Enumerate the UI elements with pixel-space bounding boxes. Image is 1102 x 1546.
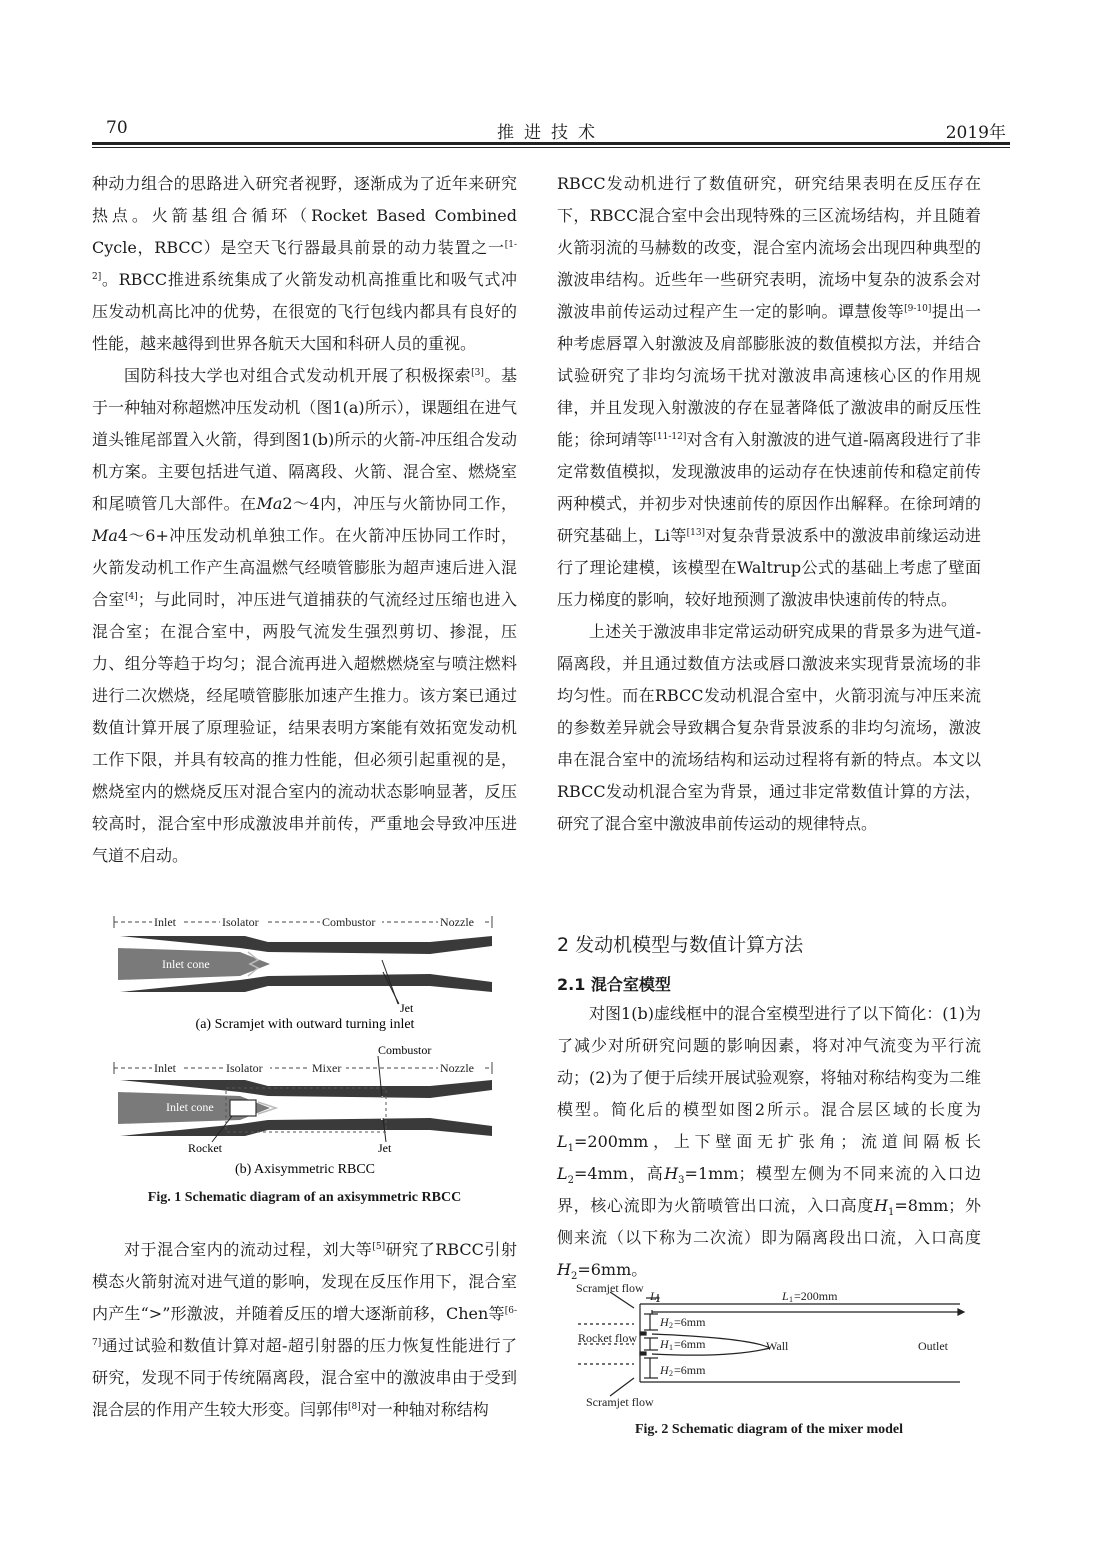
fig2-h2a-value: =6mm — [674, 1315, 706, 1329]
section-2-heading: 2 发动机模型与数值计算方法 — [557, 934, 804, 956]
fig2-h1-sub: 1 — [669, 1343, 673, 1352]
left-column-bottom — [92, 1234, 517, 1426]
left-paragraph-3: 对于混合室内的流动过程，刘大等[5]研究了RBCC引射模态火箭射流对进气道的影响，发现在反压作用下，混合室内产生“>”形激波，并随着反压的增大逐渐前移，Chen等[6-7]通过试验和数值计算对超-超引射器的压力恢复性能进行了研究，发现不同于传统隔离段，混合室中的激波串由于受到混合层的作用产生较大形变。闫郭伟[8]对一种轴对称结构 — [92, 1240, 517, 1419]
right-column-bottom — [557, 998, 981, 1286]
left-paragraph-1: 种动力组合的思路进入研究者视野，逐渐成为了近年来研究热点。火箭基组合循环（Rocket Based Combined Cycle，RBCC）是空天飞行器最具前景的动力装置之一[1-2]。RBCC推进系统集成了火箭发动机高推重比和吸气式冲压发动机高比冲的优势，在很宽的飞行包线内都具有良好的性能，越来越得到世界各航天大国和科研人员的重视。 — [92, 174, 517, 353]
fig2-h1: H — [660, 1337, 669, 1351]
figure-2-caption: Fig. 2 Schematic diagram of the mixer model — [634, 1422, 904, 1437]
fig2-h2a: H — [660, 1315, 669, 1329]
left-column-top — [92, 168, 517, 872]
fig1a-jet: Jet — [400, 1001, 414, 1015]
fig1a-combustor: Combustor — [322, 915, 376, 929]
right-paragraph-3: 对图1(b)虚线框中的混合室模型进行了以下简化：(1)为了减少对所研究问题的影响因素，将对冲气流变为平行流动；(2)为了便于后续开展试验观察，将轴对称结构变为二维模型。简化后的模型如图2所示。混合层区域的长度为$L_1=200mm$，上下壁面无扩张角；流道间隔板长$L_2=4mm$，高$H_3=1mm$；模型左侧为不同来流的入口边界，核心流即为火箭喷管出口流，入口高度$H_1=8mm$；外侧来流（以下称为二次流）即为隔离段出口流，入口高度$H_2=6mm$。 — [557, 1004, 981, 1283]
fig2-h2a-sub: 2 — [669, 1321, 673, 1330]
fig1b-mixer: Mixer — [312, 1061, 342, 1075]
header-rule-thin — [92, 147, 1010, 148]
fig2-h1-value: =6mm — [674, 1337, 706, 1351]
left-paragraph-2: 国防科技大学也对组合式发动机开展了积极探索[3]。基于一种轴对称超燃冲压发动机（图1(a)所示），课题组在进气道头锥尾部置入火箭，得到图1(b)所示的火箭-冲压组合发动机方案。主要包括进气道、隔离段、火箭、混合室、燃烧室和尾喷管几大部件。在Ma2～4内，冲压与火箭协同工作，Ma4～6+冲压发动机单独工作。在火箭冲压协同工作时，火箭发动机工作产生高温燃气经喷管膨胀为超声速后进入混合室[4]；与此同时，冲压进气道捕获的气流经过压缩也进入混合室；在混合室中，两股气流发生强烈剪切、掺混，压力、组分等趋于均匀；混合流再进入超燃燃烧室与喷注燃料进行二次燃烧，经尾喷管膨胀加速产生推力。该方案已通过数值计算开展了原理验证，结果表明方案能有效拓宽发动机工作下限，并具有较高的推力性能，但必须引起重视的是，燃烧室内的燃烧反压对混合室内的流动状态影响显著，反压较高时，混合室中形成激波串并前传，严重地会导致冲压进气道不启动。 — [92, 366, 517, 865]
fig1a-engine — [118, 936, 492, 1015]
running-header — [92, 118, 1010, 142]
fig2-rocket-flow: Rocket flow — [578, 1331, 637, 1345]
fig2-h2b-sub: 2 — [669, 1369, 673, 1378]
fig1a-nozzle: Nozzle — [440, 915, 474, 929]
fig2-l1: L — [782, 1289, 789, 1303]
fig1b-caption: (b) Axisymmetric RBCC — [235, 1162, 375, 1177]
fig1b-inlet: Inlet — [154, 1061, 176, 1075]
right-paragraph-1: RBCC发动机进行了数值研究，研究结果表明在反压存在下，RBCC混合室中会出现特殊的三区流场结构，并且随着火箭羽流的马赫数的改变，混合室内流场会出现四种典型的激波串结构。近些年一些研究表明，流场中复杂的波系会对激波串前传运动过程产生一定的影响。谭慧俊等[9-10]提出一种考虑唇罩入射激波及肩部膨胀波的数值模拟方法，并结合试验研究了非均匀流场干扰对激波串高速核心区的作用规律，并且发现入射激波的存在显著降低了激波串的耐反压性能；徐珂靖等[11-12]对含有入射激波的进气道-隔离段进行了非定常数值模拟，发现激波串的运动存在快速前传和稳定前传两种模式，并初步对快速前传的原因作出解释。在徐珂靖的研究基础上，Li等[13]对复杂背景波系中的激波串前缘运动进行了理论建模，该模型在Waltrup公式的基础上考虑了壁面压力梯度的影响，较好地预测了激波串快速前传的特点。 — [557, 174, 981, 609]
fig1b-jet: Jet — [378, 1141, 392, 1155]
fig1b-isolator: Isolator — [226, 1061, 263, 1075]
fig1b-combustor: Combustor — [378, 1043, 432, 1057]
section-2-1-heading: 2.1 混合室模型 — [557, 975, 671, 994]
figure-1 — [100, 908, 510, 1188]
fig2-l2-sub: 2 — [656, 1295, 660, 1304]
page-number: 70 — [106, 118, 128, 138]
journal-title: 推进技术 — [497, 123, 605, 143]
fig2-h2b-value: =6mm — [674, 1363, 706, 1377]
fig2-scramjet-flow-top: Scramjet flow — [576, 1281, 644, 1295]
header-rule-thick — [92, 142, 1010, 145]
fig1b-rocket: Rocket — [188, 1141, 222, 1155]
fig2-h2b: H — [660, 1363, 669, 1377]
fig2-l1-sub: 1 — [789, 1295, 793, 1304]
fig1a-isolator: Isolator — [222, 915, 259, 929]
fig1a-inlet: Inlet — [154, 915, 176, 929]
fig2-scramjet-flow-bottom: Scramjet flow — [586, 1395, 654, 1409]
fig2-outlet: Outlet — [918, 1339, 948, 1353]
fig1b-labels — [114, 1060, 492, 1075]
fig2-l2: L — [650, 1289, 657, 1303]
fig2-wall: Wall — [766, 1339, 789, 1353]
figure-2 — [570, 1278, 980, 1418]
right-paragraph-2: 上述关于激波串非定常运动研究成果的背景多为进气道-隔离段，并且通过数值方法或唇口激波来实现背景流场的非均匀性。而在RBCC发动机混合室中，火箭羽流与冲压来流的参数差异就会导致耦合复杂背景波系的非均匀流场，激波串在混合室中的流场结构和运动过程将有新的特点。本文以RBCC发动机混合室为背景，通过非定常数值计算的方法，研究了混合室中激波串前传运动的规律特点。 — [557, 622, 981, 833]
fig1a-inlet-cone: Inlet cone — [162, 957, 210, 971]
figure-1-caption: Fig. 1 Schematic diagram of an axisymmetric RBCC — [147, 1190, 462, 1205]
year: 2019年 — [945, 123, 1006, 143]
fig1a-labels — [114, 914, 492, 929]
fig1b-nozzle: Nozzle — [440, 1061, 474, 1075]
right-column-top — [557, 168, 981, 840]
fig2-l1-value: =200mm — [794, 1289, 838, 1303]
fig1b-inlet-cone: Inlet cone — [166, 1100, 214, 1114]
fig1a-caption: (a) Scramjet with outward turning inlet — [195, 1017, 415, 1032]
